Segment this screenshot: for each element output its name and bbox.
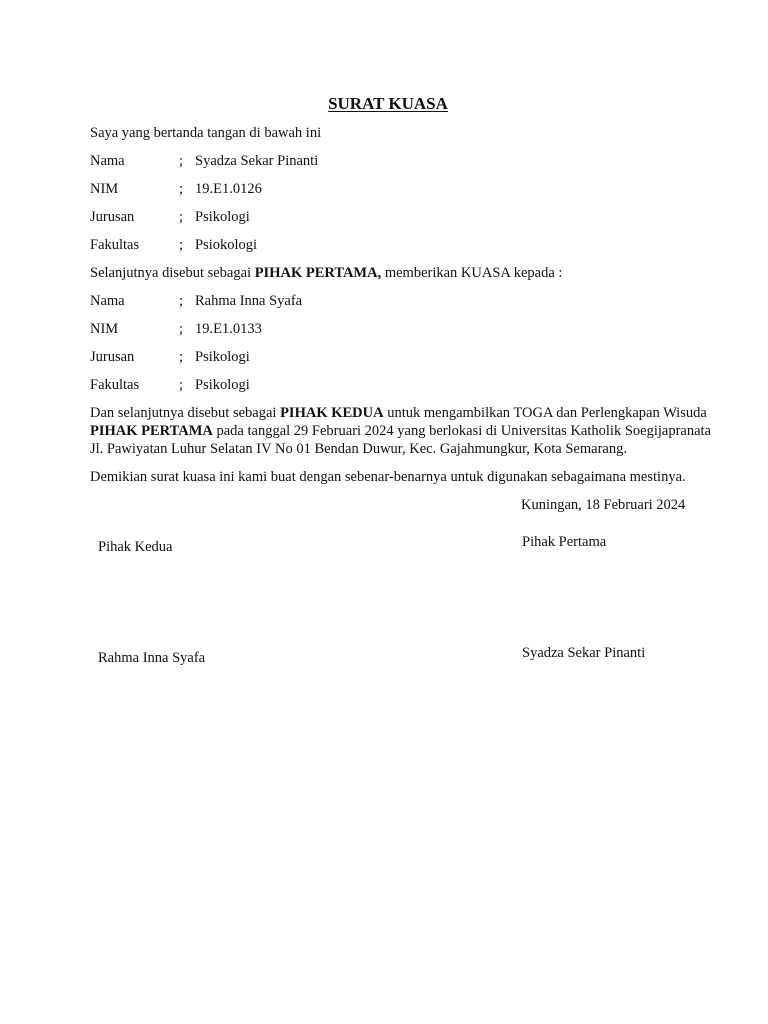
field-label: Fakultas	[90, 377, 140, 393]
purpose-line1-bold: PIHAK KEDUA	[280, 405, 384, 421]
field-separator: ;	[179, 321, 184, 337]
field-value: 19.E1.0133	[195, 321, 262, 337]
document-title: SURAT KUASA	[328, 94, 448, 113]
field-separator: ;	[179, 293, 184, 309]
signature-right-name: Syadza Sekar Pinanti	[522, 645, 646, 661]
transfer-statement	[90, 264, 562, 282]
transfer-suffix: memberikan KUASA kepada :	[381, 265, 563, 281]
field-separator: ;	[179, 209, 184, 225]
field-separator: ;	[179, 349, 184, 365]
field-separator: ;	[179, 377, 184, 393]
purpose-line2-suffix: pada tanggal 29 Februari 2024 yang berlokasi di Universitas Katholik Soegijapranata	[212, 423, 711, 439]
transfer-party-bold: PIHAK PERTAMA,	[254, 265, 382, 281]
purpose-line-2	[90, 422, 711, 440]
place-date: Kuningan, 18 Februari 2024	[521, 497, 686, 513]
transfer-prefix: Selanjutnya disebut sebagai	[90, 265, 255, 281]
purpose-line-3: Jl. Pawiyatan Luhur Selatan IV No 01 Bendan Duwur, Kec. Gajahmungkur, Kota Semarang.	[90, 441, 627, 457]
purpose-line1-suffix: untuk mengambilkan TOGA dan Perlengkapan Wisuda	[383, 405, 707, 421]
field-separator: ;	[179, 153, 184, 169]
purpose-line-1	[90, 404, 707, 422]
field-value: Syadza Sekar Pinanti	[195, 153, 319, 169]
field-label: Fakultas	[90, 237, 140, 253]
field-label: NIM	[90, 321, 119, 337]
signature-left-role: Pihak Kedua	[98, 539, 173, 555]
purpose-line2-bold: PIHAK PERTAMA	[90, 423, 213, 439]
field-label: Nama	[90, 293, 125, 309]
field-value: Rahma Inna Syafa	[195, 293, 303, 309]
signature-left-name: Rahma Inna Syafa	[98, 650, 206, 666]
purpose-paragraph	[90, 404, 711, 458]
field-separator: ;	[179, 237, 184, 253]
field-value: Psiokologi	[195, 237, 258, 253]
field-label: NIM	[90, 181, 119, 197]
field-label: Jurusan	[90, 209, 135, 225]
signature-right-role: Pihak Pertama	[522, 534, 607, 550]
field-value: Psikologi	[195, 209, 250, 225]
field-label: Nama	[90, 153, 125, 169]
field-value: 19.E1.0126	[195, 181, 262, 197]
intro-text: Saya yang bertanda tangan di bawah ini	[90, 125, 322, 141]
field-value: Psikologi	[195, 377, 250, 393]
field-value: Psikologi	[195, 349, 250, 365]
field-separator: ;	[179, 181, 184, 197]
closing-text: Demikian surat kuasa ini kami buat dengan sebenar-benarnya untuk digunakan sebagaimana mestinya.	[90, 469, 686, 485]
field-label: Jurusan	[90, 349, 135, 365]
purpose-line1-prefix: Dan selanjutnya disebut sebagai	[90, 405, 281, 421]
